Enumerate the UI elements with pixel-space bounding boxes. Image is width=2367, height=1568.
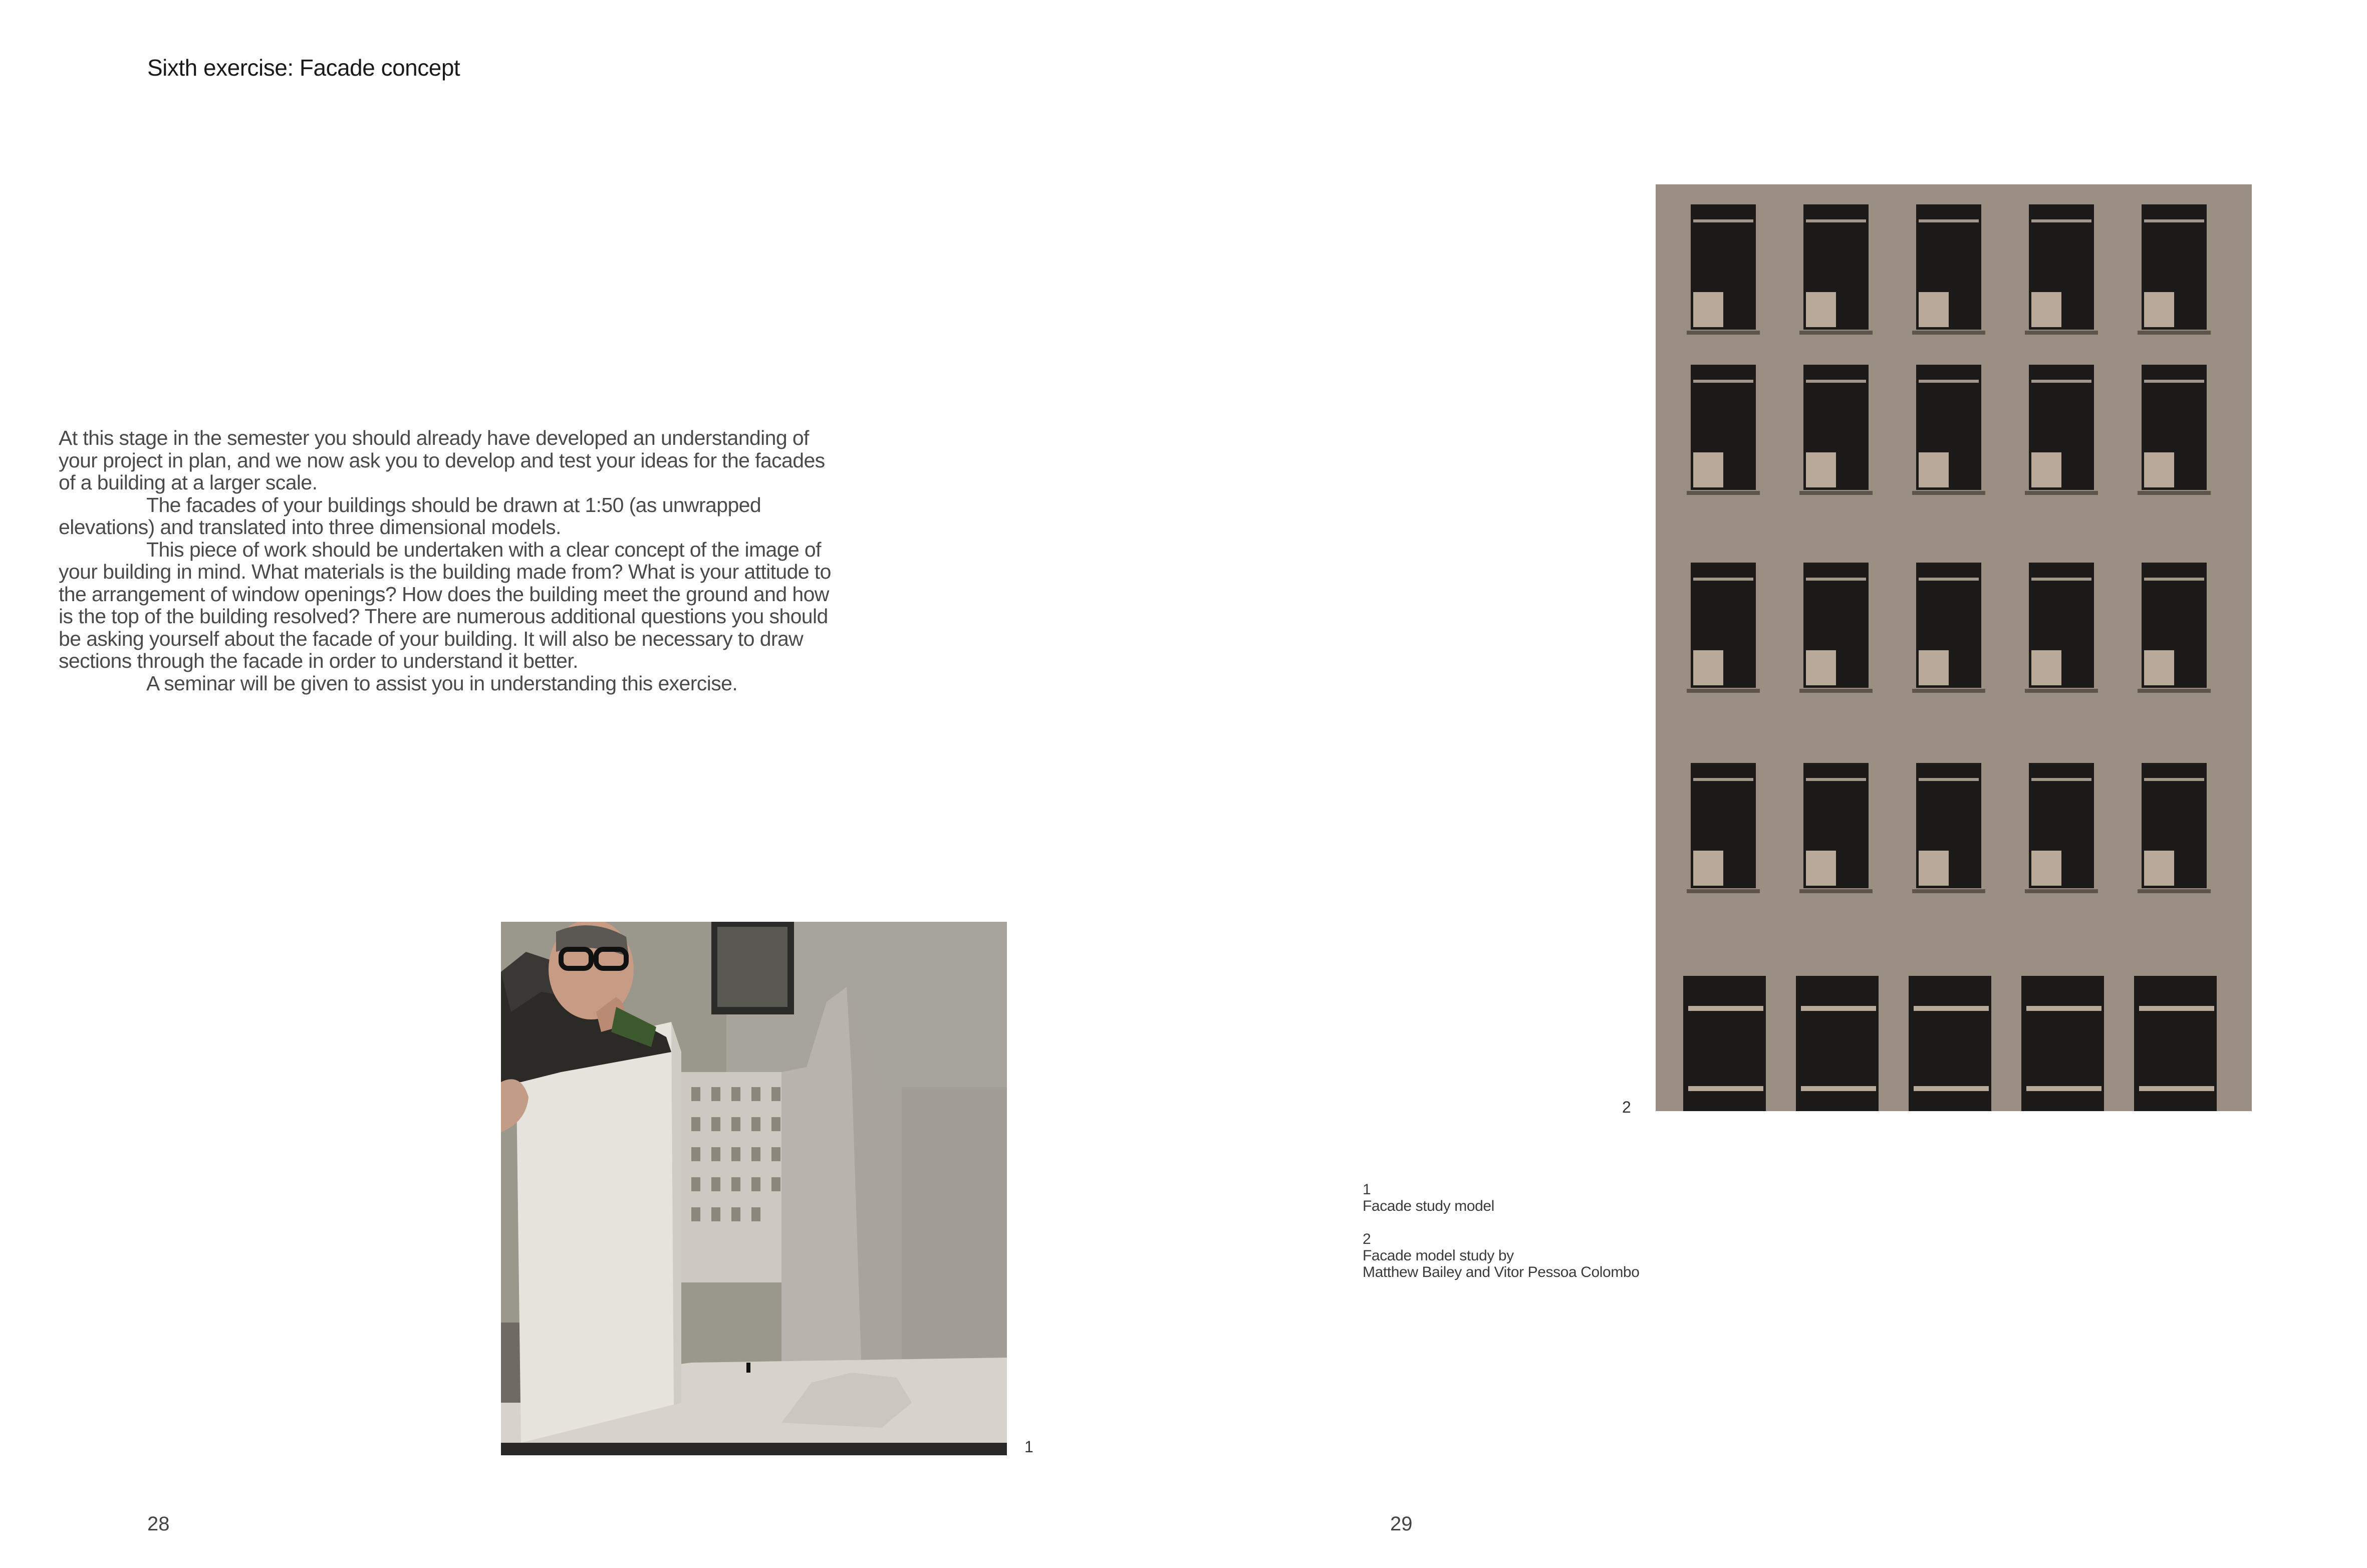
window-shadow (1687, 331, 1760, 335)
window-reveal (1919, 851, 1949, 886)
paragraph-4: A seminar will be given to assist you in understanding this exercise. (146, 671, 738, 695)
window-ledge (2144, 219, 2204, 222)
caption-2-number: 2 (1363, 1231, 1371, 1247)
window-ledge (1806, 219, 1866, 222)
window-reveal (1919, 292, 1949, 327)
ground-floor-ledge (1688, 1086, 1763, 1091)
window-reveal (1693, 650, 1723, 685)
window-shadow (2138, 689, 2211, 693)
window-reveal (1693, 292, 1723, 327)
caption-1-text: Facade study model (1363, 1198, 1494, 1214)
window-ledge (1693, 778, 1753, 781)
window-shadow (1687, 689, 1760, 693)
ground-floor-ledge (2026, 1086, 2101, 1091)
window-shadow (1912, 689, 1985, 693)
window-ledge (1693, 219, 1753, 222)
window-reveal (1806, 292, 1836, 327)
ground-floor-ledge (1801, 1006, 1876, 1011)
page-number-right: 29 (1390, 1513, 1413, 1535)
window-ledge (1806, 380, 1866, 383)
page-number-left: 28 (147, 1513, 170, 1535)
caption-2 (1363, 1231, 1813, 1280)
window-ledge (1806, 578, 1866, 581)
window-shadow (1912, 491, 1985, 495)
caption-2-text-line-1: Facade model study by (1363, 1247, 1514, 1264)
window-ledge (2031, 219, 2091, 222)
window-shadow (2025, 331, 2098, 335)
ground-floor-ledge (1914, 1006, 1989, 1011)
window-shadow (2138, 889, 2211, 893)
ground-floor-ledge (1801, 1086, 1876, 1091)
window-reveal (2144, 650, 2174, 685)
window-shadow (2025, 689, 2098, 693)
window-shadow (2138, 331, 2211, 335)
window-shadow (1912, 889, 1985, 893)
window-reveal (2031, 650, 2061, 685)
ground-floor-ledge (2026, 1006, 2101, 1011)
figure-2-number: 2 (1622, 1098, 1631, 1116)
window-ledge (2144, 778, 2204, 781)
window-reveal (2144, 851, 2174, 886)
window-ledge (1806, 778, 1866, 781)
caption-2-text-line-2: Matthew Bailey and Vitor Pessoa Colombo (1363, 1264, 1640, 1280)
window-shadow (1799, 331, 1873, 335)
facade-study-model-photo (501, 922, 1007, 1455)
window-shadow (1687, 889, 1760, 893)
window-ledge (1693, 380, 1753, 383)
window-shadow (2025, 889, 2098, 893)
window-reveal (1806, 650, 1836, 685)
window-shadow (2025, 491, 2098, 495)
window-reveal (1693, 452, 1723, 487)
window-ledge (2144, 380, 2204, 383)
window-shadow (1912, 331, 1985, 335)
window-reveal (1806, 452, 1836, 487)
window-ledge (1919, 380, 1979, 383)
ground-floor-ledge (1688, 1006, 1763, 1011)
window-ledge (2031, 578, 2091, 581)
paragraph-3: This piece of work should be undertaken with a clear concept of the image of your building in mind. What materials is the building made from? What is your attitude to the arrangement of window openings? How does the building meet the ground and how is the top of the building resolved? There are numerous additional questions you should be asking yourself about the facade of your building. It will also be necessary to draw sections through the facade in order to understand it better. (59, 538, 831, 672)
window-shadow (1799, 689, 1873, 693)
window-ledge (1919, 578, 1979, 581)
window-reveal (1806, 851, 1836, 886)
window-reveal (2031, 292, 2061, 327)
caption-1-number: 1 (1363, 1181, 1371, 1198)
window-reveal (2144, 452, 2174, 487)
window-ledge (2144, 578, 2204, 581)
window-reveal (1693, 851, 1723, 886)
window-ledge (1919, 778, 1979, 781)
paragraph-1: At this stage in the semester you should already have developed an understanding of your project in plan, and we now ask you to develop and test your ideas for the facades of a building at a larger scale. (59, 426, 825, 494)
facade-model-photo (1656, 184, 2252, 1111)
window-reveal (1919, 452, 1949, 487)
ground-floor-ledge (2139, 1006, 2214, 1011)
figure-1-number: 1 (1024, 1438, 1033, 1456)
window-ledge (1693, 578, 1753, 581)
ground-floor-ledge (2139, 1086, 2214, 1091)
window-shadow (1799, 491, 1873, 495)
window-reveal (2144, 292, 2174, 327)
window-reveal (2031, 452, 2061, 487)
window-ledge (2031, 380, 2091, 383)
ground-floor-ledge (1914, 1086, 1989, 1091)
figure-captions (1363, 1181, 1813, 1297)
window-shadow (2138, 491, 2211, 495)
window-reveal (2031, 851, 2061, 886)
caption-1 (1363, 1181, 1813, 1214)
window-ledge (1919, 219, 1979, 222)
window-ledge (2031, 778, 2091, 781)
paragraph-2: The facades of your buildings should be drawn at 1:50 (as unwrapped elevations) and translated into three dimensional models. (59, 493, 761, 539)
window-shadow (1687, 491, 1760, 495)
page-title: Sixth exercise: Facade concept (147, 55, 460, 81)
body-text (59, 427, 840, 694)
window-shadow (1799, 889, 1873, 893)
window-reveal (1919, 650, 1949, 685)
